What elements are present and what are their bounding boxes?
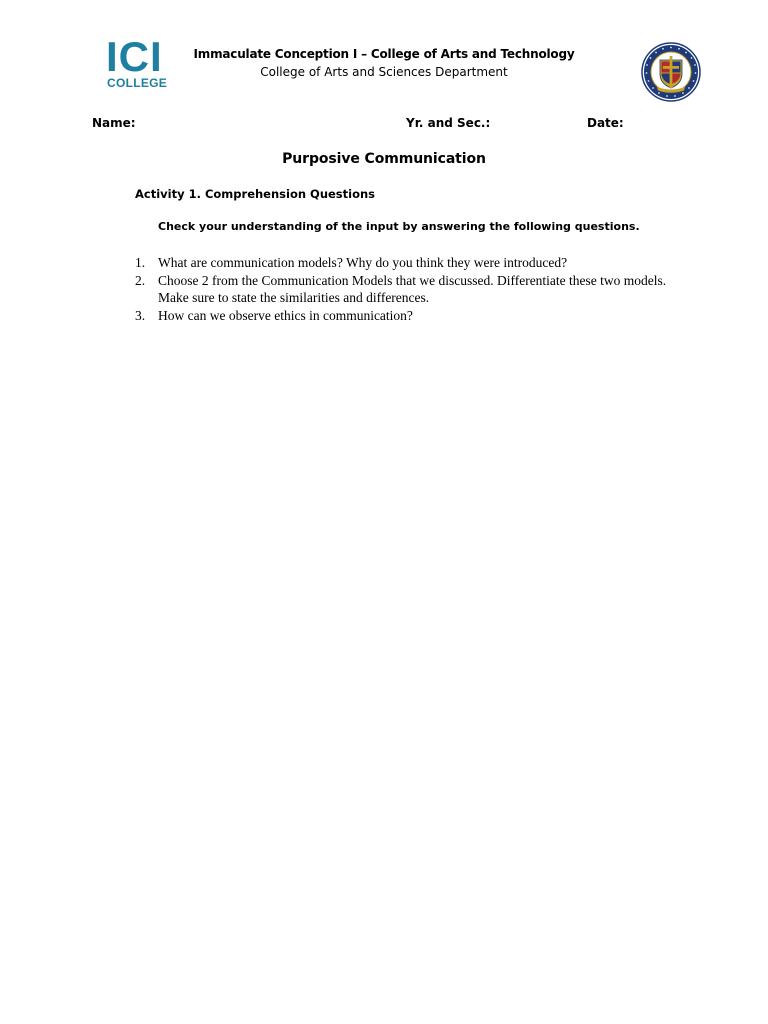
school-seal-icon bbox=[641, 42, 701, 102]
document-header bbox=[170, 45, 598, 81]
name-label: Name: bbox=[92, 116, 136, 130]
date-label: Date: bbox=[587, 116, 624, 130]
logo-sub-text: COLLEGE bbox=[107, 76, 168, 90]
question-number: 3. bbox=[135, 307, 146, 323]
department-name: College of Arts and Sciences Department bbox=[260, 65, 508, 79]
question-text: Choose 2 from the Communication Models that we discussed. Differentiate these two models. Make sure to state the similarities and differences. bbox=[158, 272, 667, 305]
question-text: How can we observe ethics in communication? bbox=[158, 307, 413, 323]
question-item bbox=[135, 307, 695, 325]
question-number: 2. bbox=[135, 272, 146, 288]
question-text: What are communication models? Why do you think they were introduced? bbox=[158, 255, 568, 270]
document-title: Purposive Communication bbox=[282, 151, 486, 167]
logo-main-text: ICI bbox=[106, 33, 163, 80]
instructions-text: Check your understanding of the input by answering the following questions. bbox=[158, 220, 640, 233]
question-item bbox=[135, 254, 695, 272]
question-item bbox=[135, 272, 695, 307]
question-number: 1. bbox=[135, 255, 146, 270]
student-info-row bbox=[0, 116, 768, 134]
institution-name: Immaculate Conception I – College of Arts and Technology bbox=[193, 47, 575, 61]
activity-heading: Activity 1. Comprehension Questions bbox=[135, 187, 376, 201]
yr-sec-label: Yr. and Sec.: bbox=[406, 116, 491, 130]
questions-list bbox=[135, 254, 695, 324]
ici-college-logo bbox=[106, 33, 168, 92]
